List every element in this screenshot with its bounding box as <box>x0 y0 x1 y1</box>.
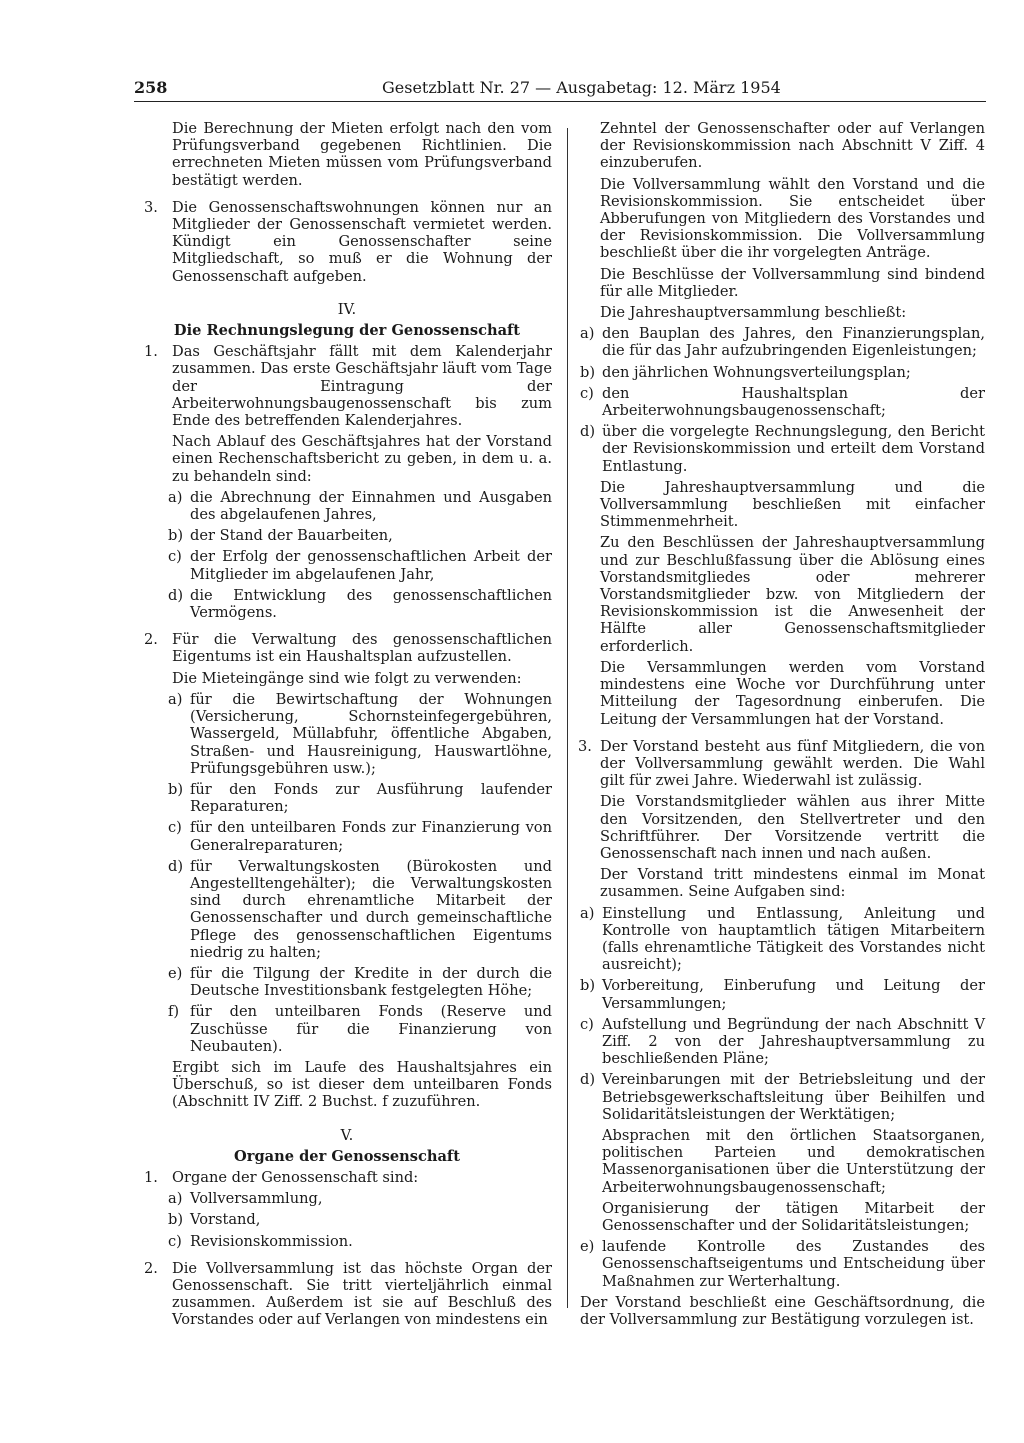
list-item <box>142 489 552 523</box>
list-text: der Erfolg der genossenschaftlichen Arbeit der Mitglieder im abgelaufenen Jahr, <box>190 548 552 583</box>
header-title: Gesetzblatt Nr. 27 — Ausgabetag: 12. März 1954 <box>382 78 781 97</box>
list-mark: d) <box>580 423 596 441</box>
list-item <box>142 587 552 621</box>
s4-item-1-text: Das Geschäftsjahr fällt mit dem Kalenderjahr zusammen. Das erste Geschäftsjahr läuft vom Tage der Eintragung der Arbeiterwohnungsbaugenossenschaft bis zum Ende des betreffenden Kalenderjahres. <box>172 343 552 430</box>
list-text: Vollversammlung, <box>190 1190 323 1208</box>
section-4-title: Die Rechnungslegung der Genossenschaft <box>173 322 521 340</box>
list-text: Einstellung und Entlassung, Anleitung und Kontrolle von hauptamtlich tätigen Mitarbeitern (falls ehrenamtliche Tätigkeit des Vorstandes nicht ausreicht); <box>602 904 985 974</box>
list-item <box>580 1238 985 1290</box>
list-text: Aufstellung und Begründung der nach Abschnitt V Ziff. 2 von der Jahreshauptversammlung zu beschließenden Pläne; <box>602 1015 985 1068</box>
paragraph: Die Vollversammlung wählt den Vorstand und die Revisionskommission. Sie entscheidet über Abberufungen von Mitgliedern des Vorstandes und der Revisionskommission. Die Vollversammlung beschließt über die ihr vorgelegten Anträge. <box>600 175 985 262</box>
s5-item-2-text: Die Vollversammlung ist das höchste Organ der Genossenschaft. Sie tritt vierteljährlich einmal zusammen. Außerdem ist sie auf Beschluß des Vorstandes oder auf Verlangen von mindestens ein <box>172 1259 552 1329</box>
list-item <box>142 1211 552 1228</box>
list-text: für den unteilbaren Fonds zur Finanzierung von Generalreparaturen; <box>190 819 552 854</box>
s4-item-2-continued: Die Mieteingänge sind wie folgt zu verwenden: <box>172 669 522 687</box>
list-text: den Bauplan des Jahres, den Finanzierungsplan, die für das Jahr aufzubringenden Eigenleistungen; <box>602 325 985 360</box>
s4-item-1 <box>142 343 552 429</box>
s5-item-2 <box>142 1260 552 1329</box>
list-text: für den unteilbaren Fonds (Reserve und Zuschüsse für die Finanzierung von Neubauten). <box>190 1003 552 1055</box>
column-divider <box>567 128 568 1308</box>
s4-item-2-text: Für die Verwaltung des genossenschaftlichen Eigentums ist ein Haushaltsplan aufzustellen. <box>172 631 552 666</box>
list-text: der Stand der Bauarbeiten, <box>190 527 393 545</box>
list-mark: c) <box>168 548 182 566</box>
list-item <box>580 325 985 359</box>
list-mark: a) <box>168 690 183 708</box>
list-mark: c) <box>580 1015 594 1033</box>
list-mark: c) <box>168 1232 182 1250</box>
surplus-paragraph: Ergibt sich im Laufe des Haushaltsjahres ein Überschuß, so ist dieser dem unteilbaren Fonds (Abschnitt IV Ziff. 2 Buchst. f zuzuführen. <box>172 1058 552 1111</box>
list-item <box>580 1016 985 1068</box>
paragraph: Die Jahreshauptversammlung und die Vollversammlung beschließen mit einfacher Stimmenmehrheit. <box>600 478 985 531</box>
list-item <box>580 1071 985 1123</box>
list-mark: a) <box>580 325 595 343</box>
list-mark: e) <box>580 1238 595 1256</box>
list-text: den jährlichen Wohnungsverteilungsplan; <box>602 363 911 381</box>
list-text: für Verwaltungskosten (Bürokosten und Angestelltengehälter); die Verwaltungskosten sind durch ehrenamtliche Mitarbeit der Genossenschafter und durch gemeinschaftliche Pflege des genossenschaftlichen Eigentums niedrig zu halten; <box>190 857 552 961</box>
list-text: über die vorgelegte Rechnungslegung, den Bericht der Revisionskommission und erteilt dem Vorstand Entlastung. <box>602 423 985 475</box>
paragraph: Der Vorstand tritt mindestens einmal im Monat zusammen. Seine Aufgaben sind: <box>600 866 985 901</box>
list-text: Vorbereitung, Einberufung und Leitung der Versammlungen; <box>602 977 985 1012</box>
s5-item-1 <box>142 1169 552 1186</box>
s5-item-3 <box>580 738 985 790</box>
list-item <box>142 819 552 853</box>
list-item <box>580 423 985 475</box>
list-item <box>580 364 985 381</box>
item-3-number: 3. <box>144 198 158 216</box>
list-item <box>142 781 552 815</box>
s4-item-2-number: 2. <box>144 631 158 649</box>
list-item <box>580 977 985 1011</box>
list-mark: a) <box>580 904 595 922</box>
header-rule <box>134 101 986 102</box>
paragraph: Die Jahreshauptversammlung beschließt: <box>600 304 907 322</box>
list-mark: b) <box>168 780 184 798</box>
section-5-title: Organe der Genossenschaft <box>234 1147 460 1165</box>
s5-item-1-text: Organe der Genossenschaft sind: <box>172 1168 419 1186</box>
section-4-number: IV. <box>337 300 357 318</box>
paragraph: Zu den Beschlüssen der Jahreshauptversammlung und zur Beschlußfassung über die Ablösung eines Vorstandsmitgliedes oder mehrerer Vorstandsmitglieder bzw. von Mitgliedern der Revisionskommission ist die Anwesenheit der Hälfte aller Genossenschaftsmitglieder erforderlich. <box>600 534 985 655</box>
paragraph: Die Beschlüsse der Vollversammlung sind bindend für alle Mitglieder. <box>600 265 985 300</box>
s5-item-1-number: 1. <box>144 1168 158 1186</box>
list-mark: b) <box>168 1211 184 1229</box>
list-text: die Abrechnung der Einnahmen und Ausgaben des abgelaufenen Jahres, <box>190 488 552 524</box>
page-number: 258 <box>134 78 168 97</box>
list-item <box>142 691 552 777</box>
list-mark: a) <box>168 488 183 506</box>
left-column <box>142 120 552 1329</box>
list-item-continued: Organisierung der tätigen Mitarbeit der Genossenschafter und der Solidaritätsleistungen; <box>602 1199 985 1234</box>
list-text: den Haushaltsplan der Arbeiterwohnungsbaugenossenschaft; <box>602 384 985 420</box>
list-item <box>142 858 552 961</box>
list-item <box>580 905 985 974</box>
list-mark: e) <box>168 964 183 982</box>
list-text: Vorstand, <box>190 1211 261 1229</box>
list-mark: b) <box>168 527 184 545</box>
list-item <box>580 385 985 419</box>
list-item <box>142 1190 552 1207</box>
list-text: für den Fonds zur Ausführung laufender Reparaturen; <box>190 780 552 816</box>
list-mark: c) <box>168 819 182 837</box>
paragraph: Die Versammlungen werden vom Vorstand mindestens eine Woche vor Durchführung unter Mitteilung der Tagesordnung einberufen. Die Leitung der Versammlungen hat der Vorstand. <box>600 658 985 728</box>
list-item <box>142 1233 552 1250</box>
list-mark: f) <box>168 1003 180 1021</box>
closing-paragraph: Der Vorstand beschließt eine Geschäftsordnung, die der Vollversammlung zur Bestätigung vorzulegen ist. <box>580 1293 985 1328</box>
list-text: Vereinbarungen mit der Betriebsleitung und der Betriebsgewerkschaftsleitung über Beihilfen und Solidaritätsleistungen der Werktätigen; <box>602 1071 985 1123</box>
list-mark: b) <box>580 977 596 995</box>
s4-item-1-number: 1. <box>144 343 158 361</box>
list-text: für die Bewirtschaftung der Wohnungen (Versicherung, Schornsteinfegergebühren, Wassergeld, Müllabfuhr, öffentliche Abgaben, Straßen- und Hausreinigung, Hauswartlöhne, Prüfungsgebühren usw.); <box>190 690 552 777</box>
s5-item-3-number: 3. <box>578 737 592 755</box>
list-item <box>142 527 552 544</box>
list-text: Revisionskommission. <box>190 1232 353 1250</box>
s5-item-2-number: 2. <box>144 1259 158 1277</box>
list-mark: d) <box>168 857 184 875</box>
intro-paragraph: Die Berechnung der Mieten erfolgt nach den vom Prüfungsverband gegebenen Richtlinien. Die errechneten Mieten müssen vom Prüfungsverband bestätigt werden. <box>172 120 552 189</box>
list-text: laufende Kontrolle des Zustandes des Genossenschaftseigentums und Entscheidung über Maßnahmen zur Werterhaltung. <box>602 1238 985 1290</box>
list-mark: d) <box>580 1071 596 1089</box>
list-item-continued: Absprachen mit den örtlichen Staatsorganen, politischen Parteien und demokratischen Massenorganisationen über die Unterstützung der Arbeiterwohnungsbaugenossenschaft; <box>602 1126 985 1196</box>
item-3 <box>142 199 552 285</box>
section-5-number: V. <box>340 1126 354 1144</box>
s4-item-1-continued: Nach Ablauf des Geschäftsjahres hat der Vorstand einen Rechenschaftsbericht zu geben, in dem u. a. zu behandeln sind: <box>172 433 552 485</box>
list-item <box>142 965 552 999</box>
right-column <box>580 120 985 1328</box>
list-mark: d) <box>168 586 184 604</box>
paragraph: Die Vorstandsmitglieder wählen aus ihrer Mitte den Vorsitzenden, den Stellvertreter und den Schriftführer. Der Vorsitzende vertritt die Genossenschaft nach innen und nach außen. <box>600 793 985 862</box>
s5-item-3-text: Der Vorstand besteht aus fünf Mitgliedern, die von der Vollversammlung gewählt werden. Die Wahl gilt für zwei Jahre. Wiederwahl ist zulässig. <box>600 737 985 790</box>
list-text: die Entwicklung des genossenschaftlichen Vermögens. <box>190 586 552 622</box>
s4-item-2 <box>142 631 552 665</box>
list-item <box>142 548 552 582</box>
list-item <box>142 1003 552 1055</box>
list-text: für die Tilgung der Kredite in der durch die Deutsche Investitionsbank festgelegten Höhe; <box>190 964 552 1000</box>
item-3-text: Die Genossenschaftswohnungen können nur an Mitglieder der Genossenschaft vermietet werden. Kündigt ein Genossenschafter seine Mitgliedschaft, so muß er die Wohnung der Genossenschaft aufgeben. <box>172 198 552 285</box>
list-mark: b) <box>580 363 596 381</box>
continued-paragraph: Zehntel der Genossenschafter oder auf Verlangen der Revisionskommission nach Abschnitt V Ziff. 4 einzuberufen. <box>600 120 985 172</box>
list-mark: a) <box>168 1190 183 1208</box>
list-mark: c) <box>580 384 594 402</box>
